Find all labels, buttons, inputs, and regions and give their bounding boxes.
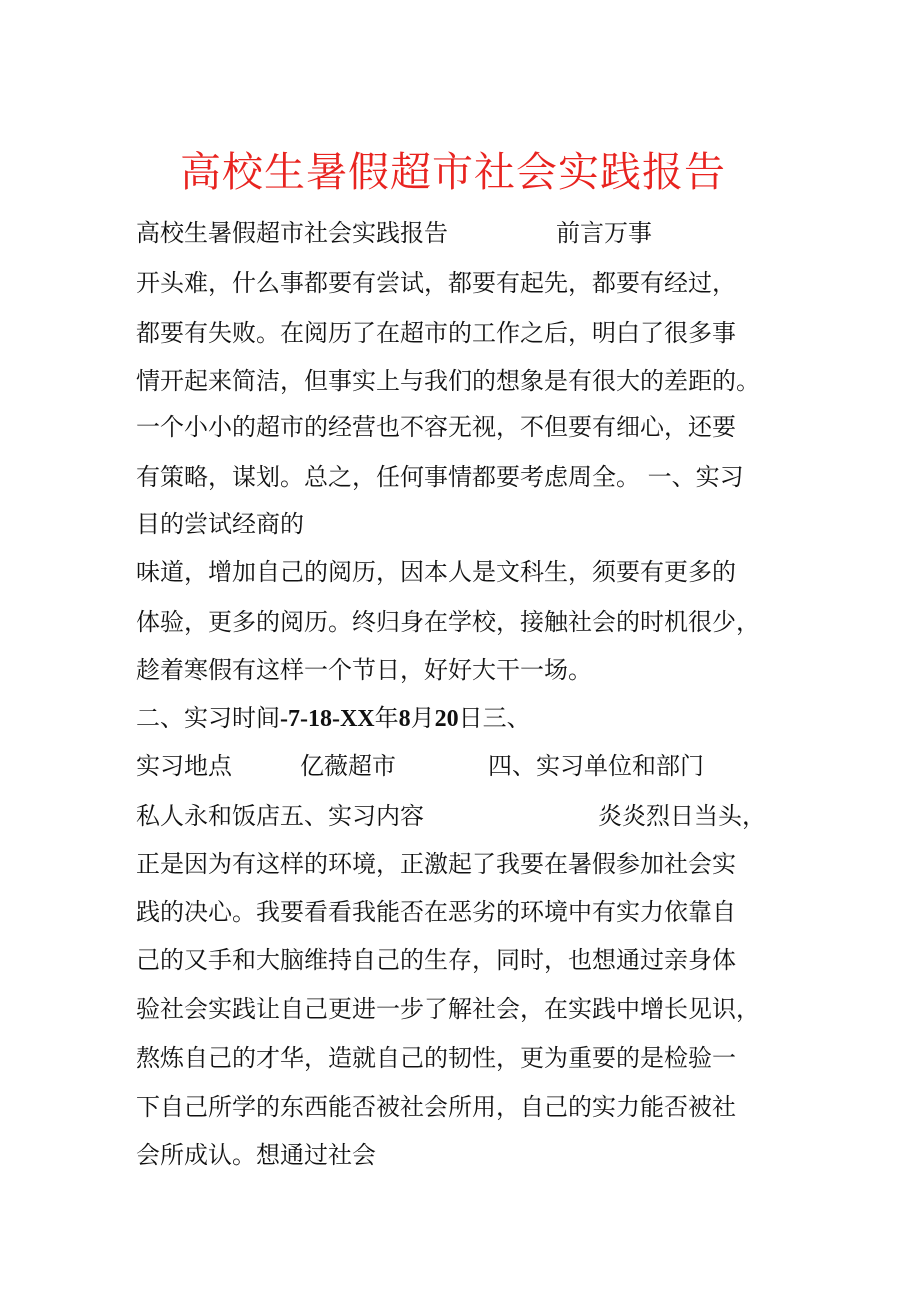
line-11-part-1: 二、实习时间 bbox=[136, 704, 280, 732]
page-title: 高校生暑假超市社会实践报告 bbox=[180, 148, 726, 196]
text-line-19: 下自己所学的东西能否被社会所用，自己的实力能否被社 bbox=[136, 1093, 736, 1121]
line-12-location-label: 实习地点 bbox=[136, 752, 232, 780]
line-12-unit-label: 四、实习单位和部门 bbox=[488, 752, 704, 780]
line-11-part-7: 日三、 bbox=[458, 704, 531, 732]
text-line-7: 目的尝试经商的 bbox=[136, 510, 304, 538]
line-11-month: 8 bbox=[398, 706, 411, 732]
line-11-day: 20 bbox=[434, 706, 459, 732]
text-line-10: 趁着寒假有这样一个节日，好好大干一场。 bbox=[136, 656, 592, 684]
text-line-3: 都要有失败。在阅历了在超市的工作之后，明白了很多事 bbox=[136, 319, 736, 347]
text-line-9: 体验，更多的阅历。终归身在学校，接触社会的时机很少， bbox=[136, 608, 760, 636]
text-line-18: 熬炼自己的才华，造就自己的韧性，更为重要的是检验一 bbox=[136, 1044, 736, 1072]
text-line-15: 践的决心。我要看看我能否在恶劣的环境中有实力依靠自 bbox=[136, 898, 736, 926]
text-line-16: 己的又手和大脑维持自己的生存，同时，也想通过亲身体 bbox=[136, 946, 736, 974]
text-line-17: 验社会实践让自己更进一步了解社会，在实践中增长见识， bbox=[136, 995, 760, 1023]
line-11-date-prefix: -7-18-XX bbox=[280, 706, 375, 732]
line-11-part-3: 年 bbox=[374, 704, 399, 732]
text-line-5: 一个小小的超市的经营也不容无视，不但要有细心，还要 bbox=[136, 413, 736, 441]
text-line-11 bbox=[136, 702, 531, 735]
text-line-4: 情开起来简洁，但事实上与我们的想象是有很大的差距的。 bbox=[136, 367, 760, 395]
text-line-14: 正是因为有这样的环境，正激起了我要在暑假参加社会实 bbox=[136, 850, 736, 878]
line-11-part-5: 月 bbox=[410, 704, 435, 732]
text-line-2: 开头难，什么事都要有尝试，都要有起先，都要有经过， bbox=[136, 269, 736, 297]
line-1-preface: 前言万事 bbox=[556, 219, 652, 247]
line-13-unit-content: 私人永和饭店五、实习内容 bbox=[136, 802, 424, 830]
text-line-20: 会所成认。想通过社会 bbox=[136, 1141, 376, 1169]
text-line-6: 有策略，谋划。总之，任何事情都要考虑周全。 一、实习 bbox=[136, 463, 744, 491]
text-line-8: 味道，增加自己的阅历，因本人是文科生，须要有更多的 bbox=[136, 558, 736, 586]
line-12-location-value: 亿薇超市 bbox=[300, 752, 396, 780]
line-1-heading: 高校生暑假超市社会实践报告 bbox=[136, 219, 448, 247]
line-13-sun: 炎炎烈日当头， bbox=[598, 802, 766, 830]
